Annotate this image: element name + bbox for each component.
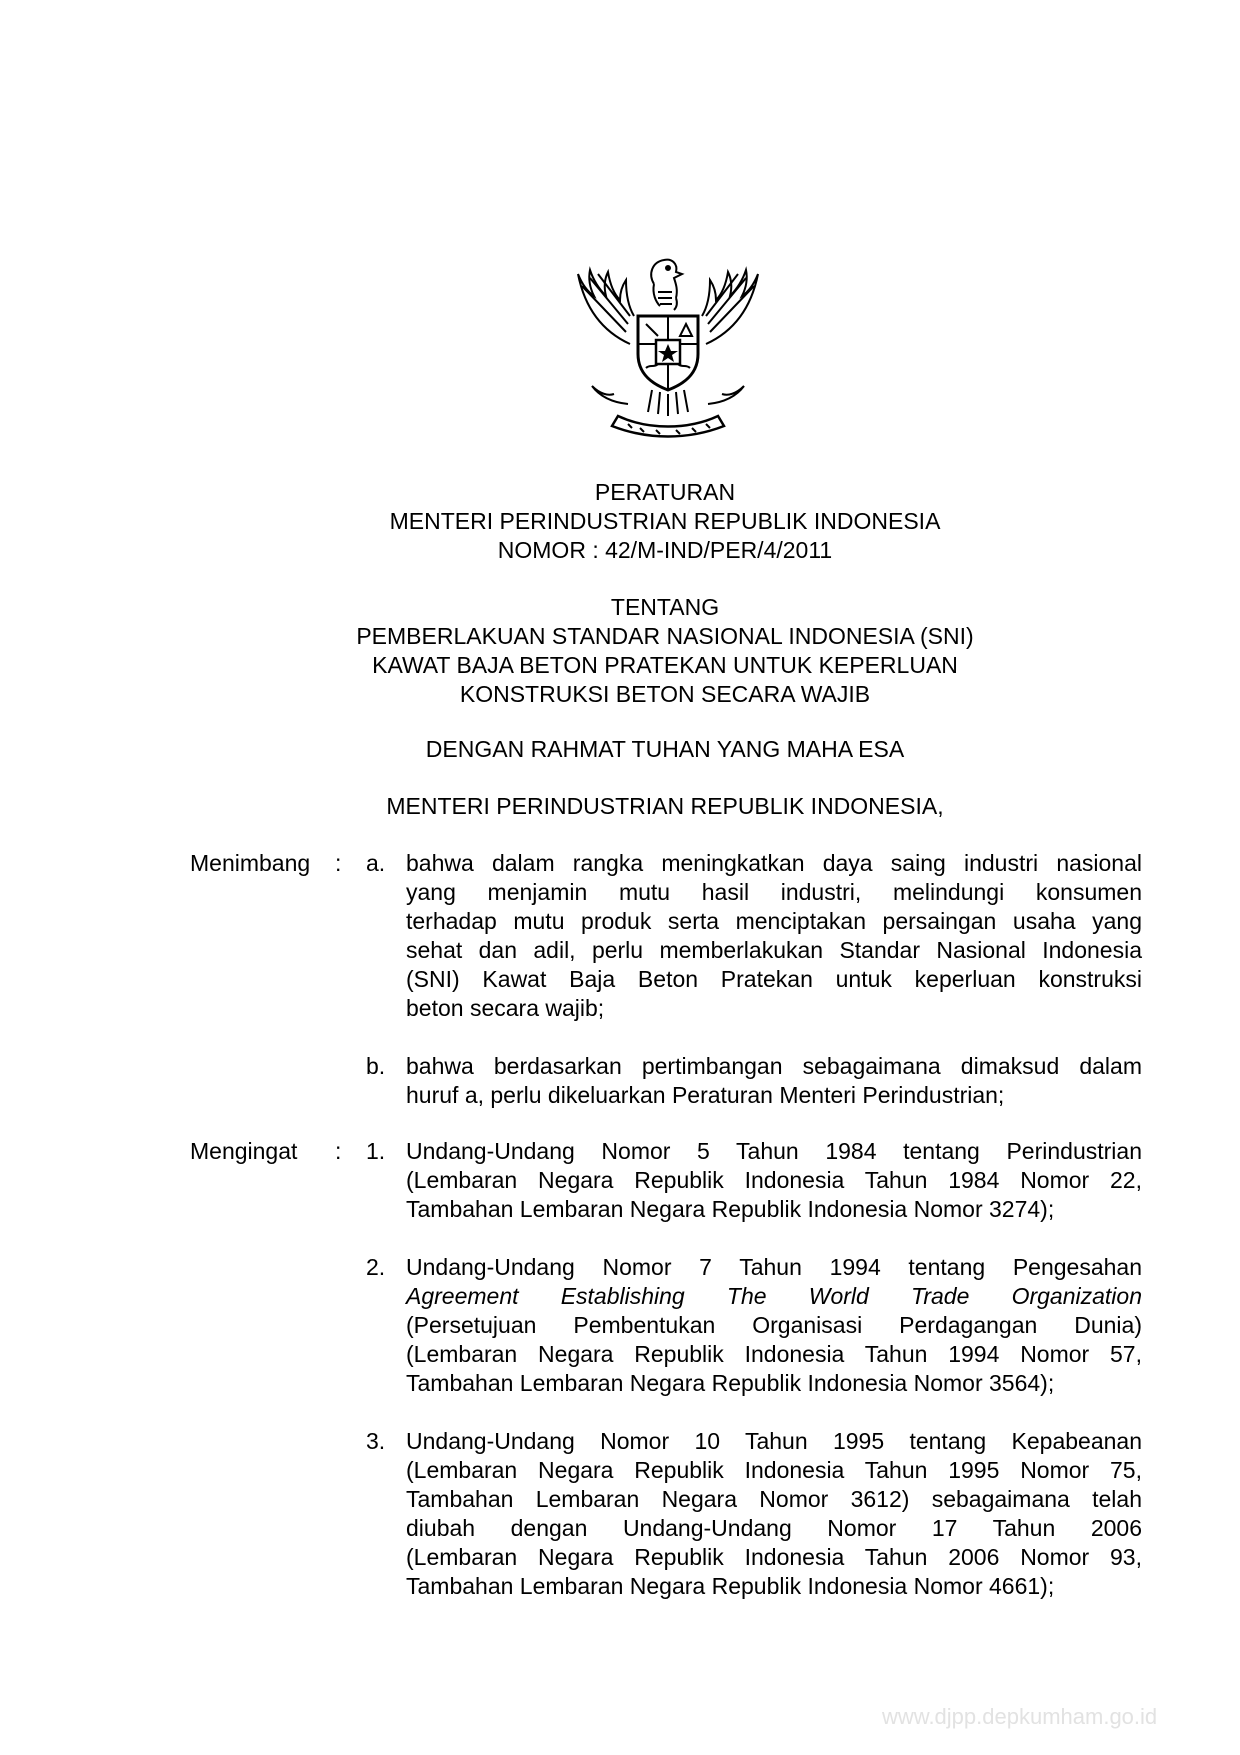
regulation-header [0,478,1240,565]
item-line: Tambahan Lembaran Negara Nomor 3612) sebagaimana telah [406,1486,1142,1512]
item-line: (Lembaran Negara Republik Indonesia Tahun 2006 Nomor 93, [406,1544,1142,1570]
mengingat-label: Mengingat [190,1138,298,1164]
invocation [0,735,1240,764]
item-line: (Lembaran Negara Republik Indonesia Tahun 1994 Nomor 57, [406,1341,1142,1367]
minister-title [0,792,1240,821]
watermark-url: www.djpp.depkumham.go.id [882,1704,1158,1729]
item-line: Tambahan Lembaran Negara Republik Indonesia Nomor 4661); [406,1573,1055,1599]
item-text [406,1137,1142,1224]
invocation-text: DENGAN RAHMAT TUHAN YANG MAHA ESA [425,736,905,762]
header-line-2: MENTERI PERINDUSTRIAN REPUBLIK INDONESIA [389,508,941,534]
item-line: Tambahan Lembaran Negara Republik Indonesia Nomor 3564); [406,1370,1055,1396]
item-line: huruf a, perlu dikeluarkan Peraturan Menteri Perindustrian; [406,1082,1005,1108]
item-line: (Lembaran Negara Republik Indonesia Tahun 1984 Nomor 22, [406,1167,1142,1193]
item-line: bahwa berdasarkan pertimbangan sebagaimana dimaksud dalam [406,1053,1142,1079]
mengingat-colon: : [335,1138,342,1164]
item-text [406,1427,1142,1601]
header-line-3: NOMOR : 42/M-IND/PER/4/2011 [497,537,833,563]
item-line-italic: Agreement Establishing The World Trade Organization [406,1283,1142,1309]
subject-line-2: PEMBERLAKUAN STANDAR NASIONAL INDONESIA (SNI) [356,623,974,649]
item-marker: a. [366,850,386,876]
garuda-emblem-icon [568,244,768,444]
item-line: bahwa dalam rangka meningkatkan daya saing industri nasional [406,850,1142,876]
item-line: terhadap mutu produk serta menciptakan persaingan usaha yang [406,908,1142,934]
item-line: sehat dan adil, perlu memberlakukan Standar Nasional Indonesia [406,937,1142,963]
menimbang-colon: : [335,850,342,876]
item-text [406,1052,1142,1110]
item-line: Undang-Undang Nomor 5 Tahun 1984 tentang Perindustrian [406,1138,1142,1164]
item-line: Tambahan Lembaran Negara Republik Indonesia Nomor 3274); [406,1196,1055,1222]
item-line: Undang-Undang Nomor 7 Tahun 1994 tentang Pengesahan [406,1254,1142,1280]
regulation-subject [0,593,1240,709]
item-marker: 1. [366,1138,386,1164]
item-line: beton secara wajib; [406,995,605,1021]
item-line: diubah dengan Undang-Undang Nomor 17 Tahun 2006 [406,1515,1142,1541]
item-line: Undang-Undang Nomor 10 Tahun 1995 tentang Kepabeanan [406,1428,1142,1454]
item-text [406,1253,1142,1398]
item-marker: b. [366,1053,386,1079]
item-line: (SNI) Kawat Baja Beton Pratekan untuk keperluan konstruksi [406,966,1142,992]
item-line: (Lembaran Negara Republik Indonesia Tahun 1995 Nomor 75, [406,1457,1142,1483]
menimbang-label: Menimbang [190,850,311,876]
item-line: (Persetujuan Pembentukan Organisasi Perdagangan Dunia) [406,1312,1142,1338]
item-line: yang menjamin mutu hasil industri, melindungi konsumen [406,879,1142,905]
subject-line-4: KONSTRUKSI BETON SECARA WAJIB [459,681,871,707]
header-line-1: PERATURAN [594,479,736,505]
minister-text: MENTERI PERINDUSTRIAN REPUBLIK INDONESIA, [386,793,944,819]
item-marker: 3. [366,1428,386,1454]
item-marker: 2. [366,1254,386,1280]
subject-line-1: TENTANG [610,594,720,620]
subject-line-3: KAWAT BAJA BETON PRATEKAN UNTUK KEPERLUAN [372,652,958,678]
item-text [406,849,1142,1023]
